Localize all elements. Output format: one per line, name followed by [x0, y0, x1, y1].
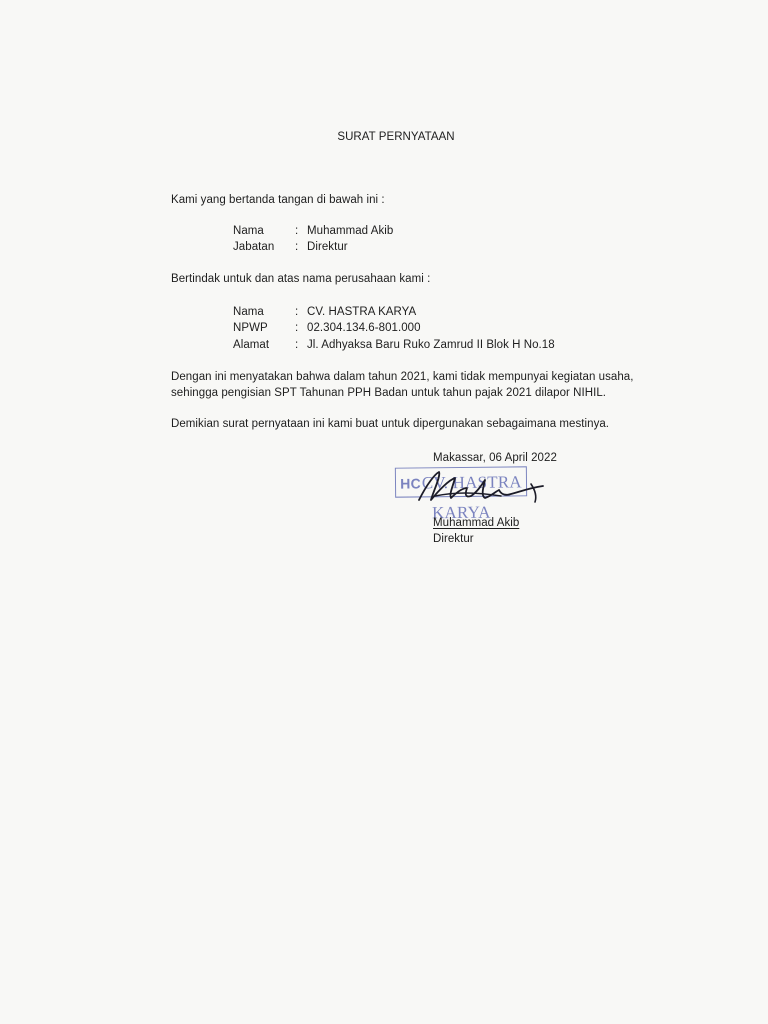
- closing-text: Demikian surat pernyataan ini kami buat untuk dipergunakan sebagaimana mestinya.: [171, 418, 610, 430]
- separator: :: [295, 339, 299, 351]
- statement-line-1: Dengan ini menyatakan bahwa dalam tahun 2021, kami tidak mempunyai kegiatan usaha,: [171, 371, 634, 383]
- separator: :: [295, 225, 299, 237]
- company-npwp-row: [233, 322, 421, 334]
- statement-line-2: sehingga pengisian SPT Tahunan PPH Badan untuk tahun pajak 2021 dilapor NIHIL.: [171, 387, 607, 399]
- company-address-row: [233, 339, 555, 351]
- letter-title: SURAT PERNYATAAN: [337, 131, 455, 143]
- signer-name-value: Muhammad Akib: [307, 225, 394, 237]
- signer-name-label: Nama: [233, 225, 264, 237]
- place-date: Makassar, 06 April 2022: [433, 452, 557, 464]
- signer-name-signature: Muhammad Akib: [433, 517, 520, 529]
- stamp-text: CV. HASTRA KARYA: [421, 472, 522, 523]
- separator: :: [295, 322, 299, 334]
- company-npwp-value: 02.304.134.6-801.000: [307, 322, 421, 334]
- separator: :: [295, 241, 299, 253]
- signer-position-value: Direktur: [307, 241, 348, 253]
- company-name-row: [233, 306, 416, 318]
- signer-position-label: Jabatan: [233, 241, 275, 253]
- separator: :: [295, 306, 299, 318]
- signer-position-row: [233, 241, 348, 253]
- company-npwp-label: NPWP: [233, 322, 268, 334]
- company-name-value: CV. HASTRA KARYA: [307, 306, 417, 318]
- intro-text: Kami yang bertanda tangan di bawah ini :: [171, 194, 385, 206]
- stamp-logo: HC: [400, 475, 421, 492]
- signer-name-row: [233, 225, 393, 237]
- signer-position-signature: Direktur: [433, 533, 474, 545]
- company-address-label: Alamat: [233, 339, 270, 351]
- company-address-value: Jl. Adhyaksa Baru Ruko Zamrud II Blok H No.18: [307, 339, 555, 351]
- acting-text: Bertindak untuk dan atas nama perusahaan kami :: [171, 273, 431, 285]
- company-name-label: Nama: [233, 306, 264, 318]
